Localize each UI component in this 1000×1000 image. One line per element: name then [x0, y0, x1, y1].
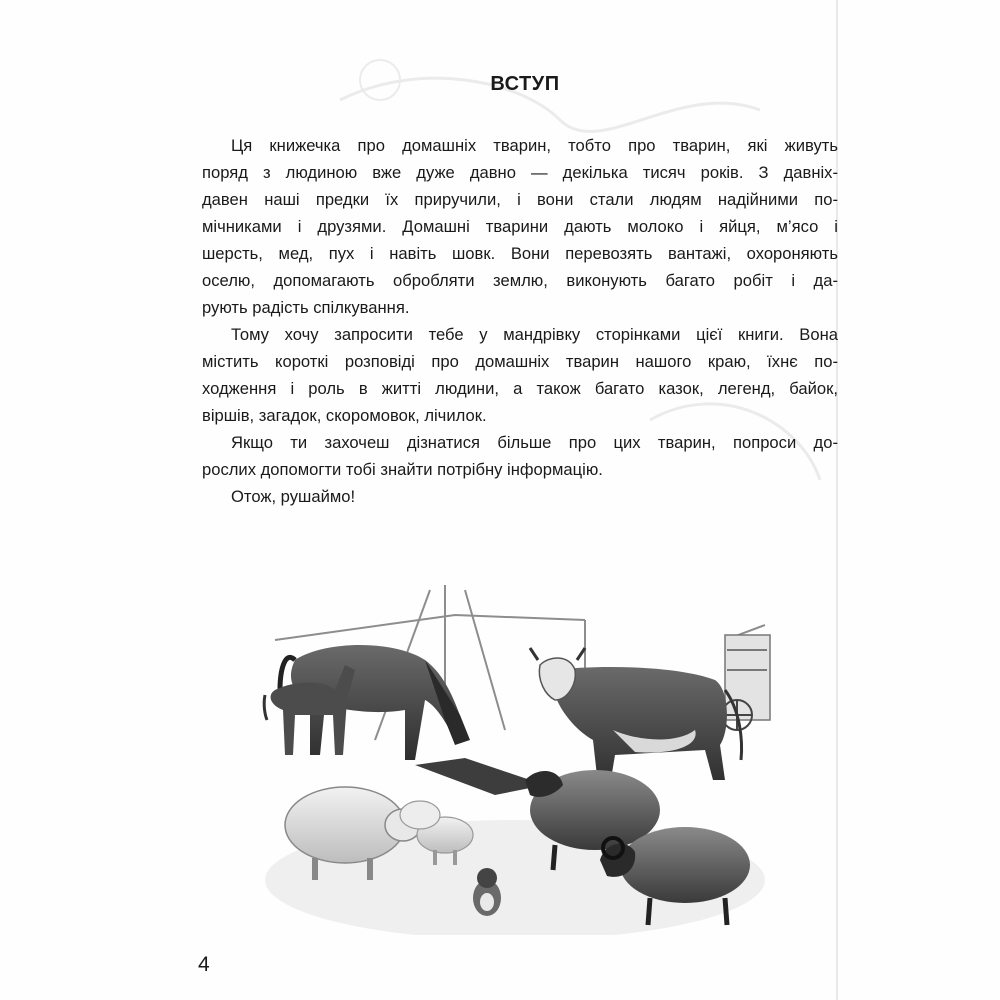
text-line: рують радість спілкування. — [202, 298, 410, 317]
text-line: Якщо ти захочеш дізнатися більше про цих тварин, попроси до- — [231, 433, 838, 452]
paragraph-4 — [202, 483, 838, 510]
body-text — [202, 132, 838, 510]
text-line: Отож, рушаймо! — [231, 487, 356, 506]
page-number: 4 — [198, 953, 210, 976]
paragraph-1 — [202, 132, 838, 321]
text-line: містить короткі розповіді про домашніх тварин нашого краю, їхнє по- — [202, 352, 838, 371]
text-line: мічниками і друзями. Домашні тварини дають молоко і яйця, м’ясо і — [202, 217, 838, 236]
text-line: віршів, загадок, скоромовок, лічилок. — [202, 406, 487, 425]
text-line: рослих допомогти тобі знайти потрібну інформацію. — [202, 460, 603, 479]
text-line: ходження і роль в житті людини, а також багато казок, легенд, байок, — [202, 379, 838, 398]
chapter-title: ВСТУП — [490, 73, 560, 95]
text-line: Ця книжечка про домашніх тварин, тобто про тварин, які живуть — [231, 136, 838, 155]
text-line: оселю, допомагають обробляти землю, виконують багато робіт і да- — [202, 271, 838, 290]
text-line: поряд з людиною вже дуже давно — декілька тисяч років. З давніх- — [202, 163, 838, 182]
water-trough — [415, 758, 545, 795]
farm-animals-illustration — [255, 580, 775, 935]
cart-box — [725, 635, 770, 720]
text-line: Тому хочу запросити тебе у мандрівку сторінками цієї книги. Вона — [231, 325, 838, 344]
text-line: давен наші предки їх приручили, і вони стали людям надійними по- — [202, 190, 838, 209]
paragraph-2 — [202, 321, 838, 429]
text-line: шерсть, мед, пух і навіть шовк. Вони перевозять вантажі, охороняють — [202, 244, 838, 263]
paragraph-3 — [202, 429, 838, 483]
cow-figure — [530, 648, 742, 785]
